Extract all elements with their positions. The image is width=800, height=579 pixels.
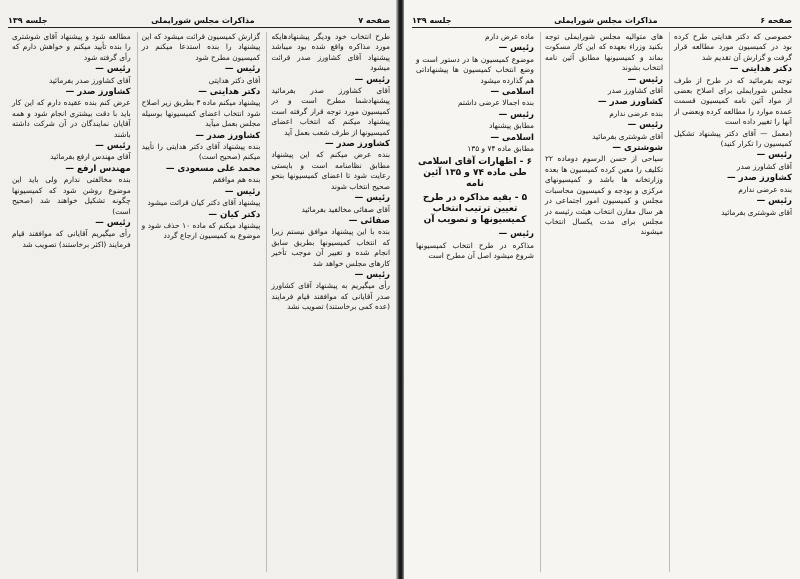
paragraph: بنده اجمالا عرضی داشتم — [457, 98, 534, 108]
section-heading: ۵ - بقیه مذاکره در طرح تعیین ترتیب انتخاب کمیسیونها و تصویب آن — [422, 193, 528, 226]
paragraph: بنده با این پیشنهاد موافق نیستم زیرا که انتخاب کمیسیونها بطریق سابق انجام شده و تغییر آن موجب تأخیر کارهای مجلس خواهد شد — [271, 227, 390, 268]
speaker-name: رئیس — — [627, 120, 663, 131]
speaker-name: کشاورز صدر — — [727, 173, 792, 184]
text-column — [540, 32, 663, 572]
speaker-name: رئیس — — [498, 43, 534, 54]
page-number: صفحه ۷ — [358, 16, 390, 25]
paragraph: بنده عرض میکنم که این پیشنهاد مطابق نظامنامه است و بایستی رعایت شود تا اعضای کمیسیونها بنحو صحیح انتخاب شوند — [271, 150, 390, 191]
speaker-name: کشاورز صدر — — [598, 97, 663, 108]
paragraph: بنده مخالفتی ندارم ولی باید این موضوع روشن شود که کمیسیونها چگونه تشکیل خواهند شد (صحیح است) — [11, 175, 131, 216]
paragraph: عرض کنم بنده عقیده دارم که این کار باید با دقت بیشتری انجام شود و همه آقایان نمایندگان در آن شرکت داشته باشند — [11, 98, 131, 139]
paragraph: بنده هم موافقم — [212, 175, 261, 185]
speaker-name: کشاورز صدر — — [195, 130, 261, 141]
paragraph: گزارش کمیسیون قرائت میشود که این پیشنهاد را بنده استدعا میکنم در کمیسیون مطرح شود — [141, 32, 261, 62]
paragraph: های متوالیه مجلس شورایملی توجه بکنید وزراء بعهده که این کار مسکوت بماند و کمیسیونها مطابق آئین نامه انتخاب بشوند — [545, 32, 663, 73]
text-column — [8, 32, 131, 572]
paragraph: (معمل — آقای دکتر پیشنهاد تشکیل کمیسیون را تکرار کنید) — [674, 128, 792, 149]
paragraph: توجه بفرمائید که در طرح از طرف مجلس شورایملی برای اصلاح بعضی از مواد آئین نامه کمیسیون قسمت عمده موارد را مطالعه کرده وبعضی از آنها را تغییر داده است — [674, 75, 792, 127]
paragraph: بنده عرضی ندارم — [609, 108, 663, 118]
paragraph: آقای کشاورز صدر بفرمائید — [48, 75, 131, 85]
paragraph: سیاحی از حسن الرسوم دوماده ۲۲ تکلیف را معین کرده کمیسیون ها بعده وزارتخانه ها باشد و کمیسیونهای مرکزی و بودجه و کمیسیون محاسبات مجلس و کمیسیون امور اجتماعی در هر سال مقارن انتخاب هیئت رئیسه در مجلس برای مدت یکسال انتخاب میشوند — [545, 154, 663, 237]
speaker-name: رئیس — — [498, 229, 534, 240]
paragraph: رأی میگیریم به پیشنهاد آقای کشاورز صدر آقایانی که موافقند قیام فرمایند (عده کمی برخاستند) تصویب نشد — [271, 281, 390, 312]
paragraph: خصوصی که دکتر هدایتی طرح کرده بود در کمیسیون مورد مطالعه قرار گرفت و گزارش آن تقدیم شد — [674, 32, 792, 62]
speaker-name: رئیس — — [354, 269, 390, 280]
speaker-name: رئیس — — [95, 64, 131, 75]
paragraph: آقای دکتر هدایتی — [208, 75, 261, 85]
speaker-name: رئیس — — [95, 141, 131, 152]
text-columns — [412, 32, 792, 572]
speaker-name: اسلامی — — [490, 87, 534, 98]
paragraph: آقای کشاورز صدر بفرمائید پیشنهادشما مطرح است و در کمیسیون مورد توجه قرار گرفته است پیشنهاد میکنم که انتخاب اعضای کمیسیونها از طرف شعب بعمل آید — [271, 86, 390, 137]
speaker-name: دکتر هدایتی — — [198, 87, 261, 98]
speaker-name: رئیس — — [95, 217, 131, 228]
session-number: جلسه ۱۳۹ — [8, 16, 48, 25]
paragraph: پیشنهاد آقای دکتر کیان قرائت میشود — [147, 198, 261, 208]
paragraph: مطابق پیشنهاد — [489, 121, 534, 131]
speaker-name: رئیس — — [627, 74, 663, 85]
speaker-name: دکتر کیان — — [208, 209, 261, 220]
left-page — [0, 0, 398, 579]
paragraph: بنده عرضی ندارم — [738, 184, 792, 194]
right-page — [404, 0, 800, 579]
paragraph: پیشنهاد میکنم که ماده ۱۰ حذف شود و موضوع به کمیسیون ارجاع گردد — [141, 220, 261, 241]
speaker-name: صفائی — — [348, 215, 390, 226]
speaker-name: شوشتری — — [612, 143, 663, 154]
speaker-name: محمد علی مسعودی — — [165, 163, 261, 174]
paragraph: مذاکره در طرح انتخاب کمیسیونها شروع میشود اصل آن مطرح است — [416, 240, 534, 261]
paragraph: مطابق ماده ۷۴ و ۱۳۵ — [467, 144, 534, 154]
paragraph: پیشنهاد میکنم ماده ۳ بطریق زیر اصلاح شود انتخاب اعضای کمیسیونها بوسیله مجلس بعمل میآید — [141, 98, 261, 129]
speaker-name: کشاورز صدر — — [325, 139, 390, 150]
speaker-name: دکتر هدایتی — — [729, 64, 792, 75]
speaker-name: رئیس — — [224, 64, 261, 75]
speaker-name: رئیس — — [354, 193, 390, 204]
speaker-name: رئیس — — [756, 196, 792, 207]
paragraph: آقای کشاورز صدر — [736, 161, 792, 171]
page-header — [412, 16, 792, 28]
paragraph: ماده عرض دارم — [485, 32, 534, 41]
paragraph: بنده پیشنهاد آقای دکتر هدایتی را تأیید میکنم (صحیح است) — [141, 142, 261, 162]
paragraph: آقای شوشتری بفرمائید — [592, 131, 663, 141]
paragraph: موضوع کمیسیون ها در دستور است و وضع انتخاب کمیسیون ها پیشنهاداتی هم گذارده میشود — [416, 54, 534, 85]
speaker-name: مهندس ارفع — — [65, 163, 131, 174]
publication-title: مذاکرات مجلس شورایملی — [151, 16, 255, 25]
page-number: صفحه ۶ — [760, 16, 792, 25]
speaker-name: رئیس — — [354, 74, 390, 85]
text-columns — [8, 32, 390, 572]
text-column — [266, 32, 390, 572]
text-column — [412, 32, 534, 572]
paragraph: آقای شوشتری بفرمائید — [721, 207, 792, 217]
page-header — [8, 16, 390, 28]
text-column — [137, 32, 261, 572]
publication-title: مذاکرات مجلس شورایملی — [554, 16, 658, 25]
section-heading: ۶ - اظهارات آقای اسلامی طی ماده ۷۴ و ۱۳۵ آئین نامه — [417, 157, 532, 190]
speaker-name: رئیس — — [224, 186, 261, 197]
paragraph: رأی میگیریم آقایانی که موافقند قیام فرمایند (اکثر برخاستند) تصویب شد — [11, 229, 131, 249]
paragraph: آقای مهندس ارفع بفرمائید — [50, 152, 131, 162]
speaker-name: رئیس — — [756, 150, 792, 161]
speaker-name: کشاورز صدر — — [65, 87, 131, 98]
paragraph: آقای صفائی مخالفید بفرمائید — [301, 204, 390, 214]
speaker-name: رئیس — — [498, 109, 534, 120]
text-column — [669, 32, 792, 572]
paragraph: آقای کشاورز صدر — [607, 86, 663, 96]
speaker-name: اسلامی — — [490, 132, 534, 143]
paragraph: مطالعه شود و پیشنهاد آقای شوشتری را بنده تأیید میکنم و خواهش دارم که رأی گرفته شود — [11, 32, 131, 62]
session-number: جلسه ۱۳۹ — [412, 16, 452, 25]
paragraph: طرح انتخاب خود ودیگر پیشنهادهایکه مورد مذاکره واقع شده بود میباشد پیشنهاد آقای کشاورز صدر قرائت میشود — [271, 32, 390, 73]
